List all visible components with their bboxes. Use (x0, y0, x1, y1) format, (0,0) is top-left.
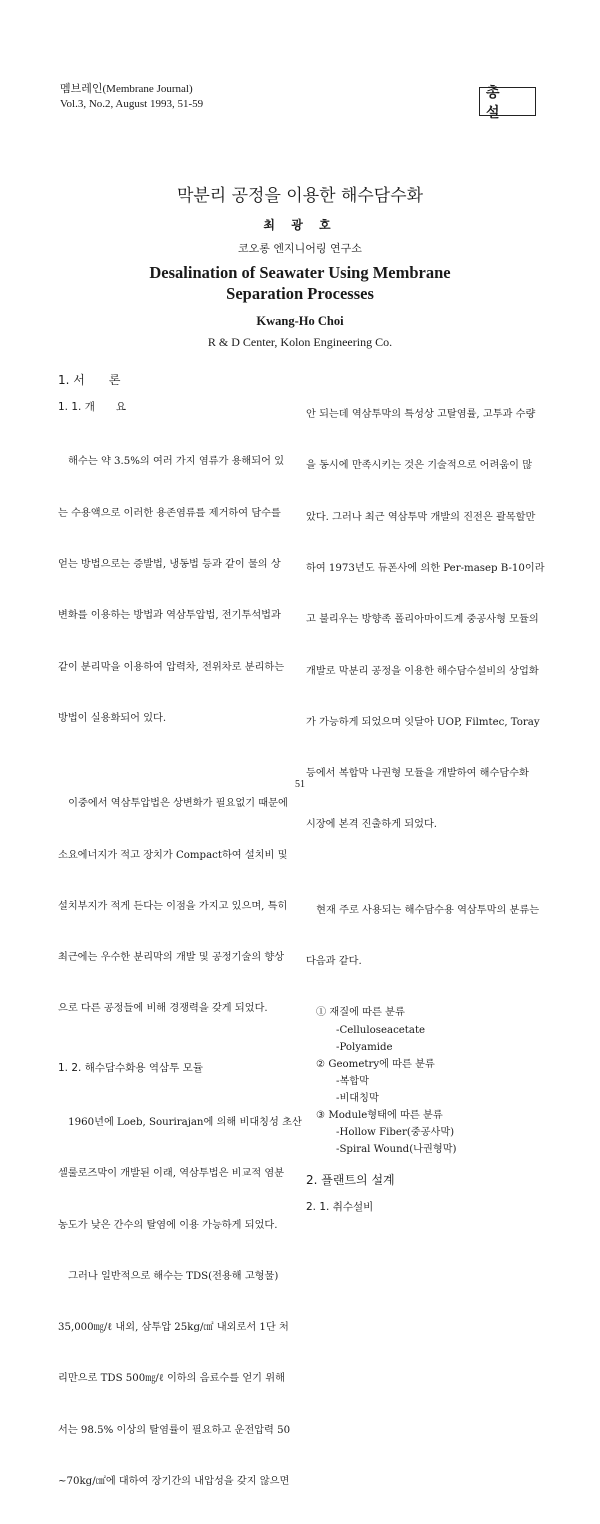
paragraph-overview-1 (58, 419, 306, 761)
text-line: 설치부지가 적게 든다는 이점을 가지고 있으며, 특히 (58, 900, 288, 912)
subsection-heading-ro-module: 1. 2. 해수담수화용 역삼투 모듈 (58, 1061, 203, 1074)
paragraph-classification (306, 868, 554, 1005)
list-item: -Hollow Fiber(중공사막) (336, 1127, 455, 1139)
left-column (58, 372, 306, 1524)
list-item: -비대칭막 (336, 1092, 379, 1104)
list-item: ① 재질에 따른 분류 (316, 1007, 405, 1019)
title-english-line1: Desalination of Seawater Using Membrane (149, 263, 451, 282)
paragraph-ro-module (58, 1080, 306, 1524)
journal-volume: Vol.3, No.2, August 1993, 51-59 (60, 98, 204, 110)
text-line: 셀룰로즈막이 개발된 이래, 역삼투법은 비교적 염분 (58, 1168, 285, 1180)
text-line: 개발로 막분리 공정을 이용한 해수담수설비의 상업화 (306, 665, 539, 677)
text-line: 았다. 그러나 최근 역삼투막 개발의 진전은 괄목할만 (306, 511, 536, 523)
author-english: Kwang-Ho Choi (256, 314, 344, 328)
text-line: 소요에너지가 적고 장치가 Compact하여 설치비 및 (58, 849, 288, 861)
text-line: 변화를 이용하는 방법과 역삼투압법, 전기투석법과 (58, 610, 281, 622)
list-item: -복합막 (336, 1075, 369, 1087)
text-line: 얻는 방법으로는 증발법, 냉동법 등과 같이 물의 상 (58, 558, 281, 570)
list-item: ③ Module형태에 따른 분류 (316, 1110, 443, 1122)
list-item: -Spiral Wound(나권형막) (336, 1144, 457, 1156)
membrane-classification-list (306, 1004, 554, 1158)
article-type-badge: 총 설 (479, 87, 536, 116)
text-line: ~70kg/㎠에 대하여 장기간의 내압성을 갖지 않으면 (58, 1475, 290, 1487)
text-line: 방법이 실용화되어 있다. (58, 712, 167, 724)
text-line: 는 수용액으로 이러한 용존염류를 제거하여 담수를 (58, 507, 281, 519)
text-line: 안 되는데 역삼투막의 특성상 고탈염률, 고투과 수량 (306, 409, 536, 421)
journal-header (60, 82, 203, 112)
author-korean: 최 광 호 (263, 218, 337, 232)
text-line: 등에서 복합막 나권형 모듈을 개발하여 해수담수화 (306, 768, 529, 780)
text-line: 가 가능하게 되었으며 잇달아 UOP, Filmtec, Toray (306, 716, 540, 728)
text-line: 하여 1973년도 듀폰사에 의한 Per-masep B-10이라 (306, 563, 545, 575)
section-heading-introduction: 1. 서 론 (58, 373, 121, 387)
subsection-heading-overview: 1. 1. 개 요 (58, 401, 126, 414)
text-line: 리만으로 TDS 500㎎/ℓ 이하의 음료수를 얻기 위해 (58, 1373, 285, 1385)
text-line: 최근에는 우수한 분리막의 개발 및 공정기술의 향상 (58, 952, 285, 964)
text-line: 다음과 같다. (306, 956, 362, 968)
text-line: 으로 다른 공정들에 비해 경쟁력을 갖게 되었다. (58, 1003, 268, 1015)
text-line: 이중에서 역삼투압법은 상변화가 필요없기 때문에 (58, 798, 288, 810)
text-line: 해수는 약 3.5%의 여러 가지 염류가 용해되어 있 (58, 456, 285, 468)
paragraph-ro-development (306, 372, 554, 868)
page-number: 51 (295, 779, 305, 790)
text-line: 시장에 본격 진출하게 되었다. (306, 819, 438, 831)
journal-name: 멤브레인(Membrane Journal) (60, 83, 193, 95)
affiliation-korean: 코오롱 엔지니어링 연구소 (238, 242, 362, 255)
title-korean: 막분리 공정을 이용한 해수담수화 (176, 186, 424, 206)
list-item: -Celluloseacetate (336, 1024, 426, 1036)
section-heading-plant-design: 2. 플랜트의 설계 (306, 1173, 395, 1188)
title-english-line2: Separation Processes (226, 284, 374, 303)
text-line: 1960년에 Loeb, Sourirajan에 의해 비대칭성 초산 (58, 1116, 302, 1128)
text-line: 농도가 낮은 간수의 탈염에 이용 가능하게 되었다. (58, 1219, 278, 1231)
text-line: 서는 98.5% 이상의 탈염률이 필요하고 운전압력 50 (58, 1424, 291, 1436)
list-item: ② Geometry에 따른 분류 (316, 1058, 435, 1070)
text-line: 고 불리우는 방향족 폴리아마이드계 중공사형 모듈의 (306, 614, 539, 626)
text-line: 그러나 일반적으로 해수는 TDS(전용해 고형물) (58, 1270, 279, 1282)
affiliation-english: R & D Center, Kolon Engineering Co. (207, 335, 393, 349)
text-line: 현재 주로 사용되는 해수담수용 역삼투막의 분류는 (306, 904, 540, 916)
subsection-heading-intake: 2. 1. 취수설비 (306, 1201, 374, 1214)
title-english (0, 262, 600, 304)
text-line: 을 동시에 만족시키는 것은 기술적으로 어려움이 많 (306, 460, 533, 472)
text-line: 35,000㎎/ℓ 내외, 삼투압 25kg/㎠ 내외로서 1단 처 (58, 1322, 289, 1334)
list-item: -Polyamide (336, 1041, 393, 1053)
text-line: 같이 분리막을 이용하여 압력차, 전위차로 분리하는 (58, 661, 285, 673)
paragraph-overview-2 (58, 761, 306, 1052)
right-column (306, 372, 554, 1220)
